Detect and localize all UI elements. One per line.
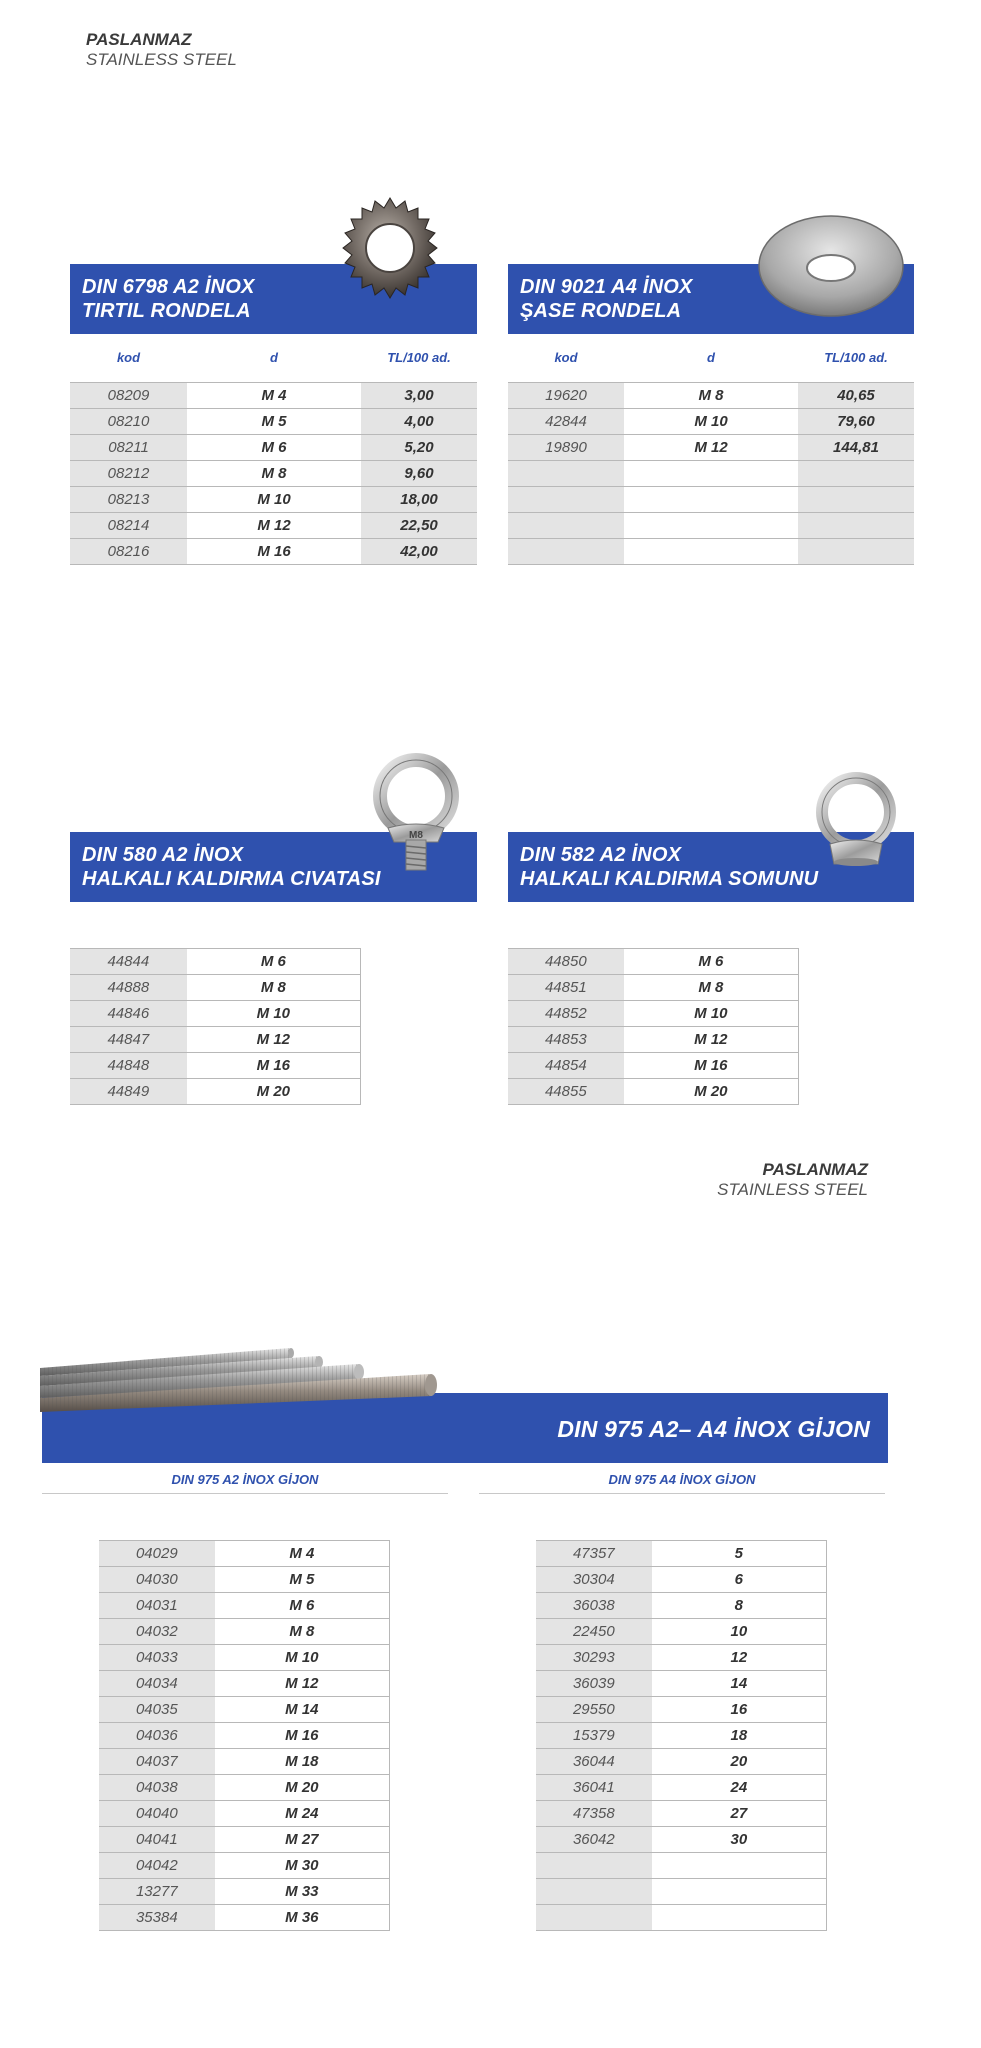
table-row <box>99 1567 390 1593</box>
table-row <box>508 1027 799 1053</box>
cell-size: M 8 <box>215 1619 390 1645</box>
cell-kod: 19890 <box>508 435 624 461</box>
serrated-washer-icon <box>338 196 442 300</box>
cell-kod: 19620 <box>508 383 624 409</box>
cell-price: 79,60 <box>798 409 914 435</box>
cell-size <box>624 461 798 487</box>
cell-size: M 5 <box>187 409 361 435</box>
cell-size: M 8 <box>187 461 361 487</box>
cell-size: M 6 <box>187 435 361 461</box>
cell-kod: 30304 <box>536 1567 652 1593</box>
table-row <box>508 949 799 975</box>
header-top-light: STAINLESS STEEL <box>86 50 237 69</box>
cell-size: M 12 <box>187 513 361 539</box>
cell-size: M 30 <box>215 1853 390 1879</box>
cell-price: 3,00 <box>361 383 477 409</box>
cell-kod: 44854 <box>508 1053 624 1079</box>
cell-size: M 8 <box>624 975 799 1001</box>
table-row <box>99 1879 390 1905</box>
header-mid-bold: PASLANMAZ <box>762 1160 868 1179</box>
table-row <box>536 1567 827 1593</box>
threaded-rods-icon <box>40 1340 440 1430</box>
colhdr-price-2: TL/100 ad. <box>824 350 888 365</box>
table-row <box>70 383 477 409</box>
cell-kod: 36038 <box>536 1593 652 1619</box>
cell-kod: 08212 <box>70 461 187 487</box>
cell-size: 30 <box>652 1827 827 1853</box>
cell-size: M 16 <box>187 539 361 565</box>
table-din6798 <box>70 382 477 565</box>
table-row <box>536 1593 827 1619</box>
cell-size: 12 <box>652 1645 827 1671</box>
cell-kod: 42844 <box>508 409 624 435</box>
table-row <box>70 975 361 1001</box>
table-row <box>536 1723 827 1749</box>
cell-size: M 5 <box>215 1567 390 1593</box>
cell-size: M 20 <box>215 1775 390 1801</box>
cell-size: 10 <box>652 1619 827 1645</box>
banner-din580-line1: DIN 580 A2 İNOX <box>82 844 244 866</box>
cell-price <box>798 461 914 487</box>
cell-kod: 08209 <box>70 383 187 409</box>
cell-size: 16 <box>652 1697 827 1723</box>
cell-size: M 6 <box>215 1593 390 1619</box>
eye-bolt-mark: M8 <box>409 830 423 841</box>
colhdr-d-2: d <box>707 350 715 365</box>
header-mid <box>620 1160 868 1200</box>
banner-din582-line2: HALKALI KALDIRMA SOMUNU <box>520 868 819 890</box>
cell-kod: 36041 <box>536 1775 652 1801</box>
cell-size: M 10 <box>187 1001 361 1027</box>
table-row <box>70 539 477 565</box>
table-din9021 <box>508 382 914 565</box>
cell-kod: 47357 <box>536 1541 652 1567</box>
cell-price: 5,20 <box>361 435 477 461</box>
table-row <box>536 1541 827 1567</box>
table-row <box>508 539 914 565</box>
cell-kod: 44888 <box>70 975 187 1001</box>
cell-size: 5 <box>652 1541 827 1567</box>
table-row <box>536 1827 827 1853</box>
cell-size: 8 <box>652 1593 827 1619</box>
table-row <box>70 435 477 461</box>
cell-kod: 04041 <box>99 1827 215 1853</box>
table-row <box>70 1027 361 1053</box>
cell-kod: 04034 <box>99 1671 215 1697</box>
cell-kod: 35384 <box>99 1905 215 1931</box>
cell-size: M 16 <box>215 1723 390 1749</box>
table-row <box>536 1671 827 1697</box>
eye-nut-icon <box>808 770 904 870</box>
banner-din582-line1: DIN 582 A2 İNOX <box>520 844 682 866</box>
cell-size: M 12 <box>624 1027 799 1053</box>
cell-size <box>652 1853 827 1879</box>
cell-size: M 18 <box>215 1749 390 1775</box>
cell-kod: 08213 <box>70 487 187 513</box>
cell-kod: 44855 <box>508 1079 624 1105</box>
colhdr-price-1: TL/100 ad. <box>387 350 451 365</box>
cell-size: M 16 <box>187 1053 361 1079</box>
cell-size <box>652 1879 827 1905</box>
table-row <box>536 1801 827 1827</box>
table-row <box>99 1827 390 1853</box>
cell-size: 6 <box>652 1567 827 1593</box>
cell-kod: 08214 <box>70 513 187 539</box>
table-row <box>70 949 361 975</box>
table-row <box>70 1079 361 1105</box>
cell-kod: 44851 <box>508 975 624 1001</box>
cell-size: M 12 <box>215 1671 390 1697</box>
cell-size: 14 <box>652 1671 827 1697</box>
table-row <box>99 1593 390 1619</box>
table-row <box>70 1001 361 1027</box>
cell-kod: 44846 <box>70 1001 187 1027</box>
cell-kod <box>508 513 624 539</box>
cell-size: M 36 <box>215 1905 390 1931</box>
banner-din6798-line2: TIRTIL RONDELA <box>82 300 251 322</box>
cell-size <box>624 487 798 513</box>
table-row <box>99 1723 390 1749</box>
cell-kod <box>536 1853 652 1879</box>
cell-kod: 13277 <box>99 1879 215 1905</box>
banner-din975-title: DIN 975 A2– A4 İNOX GİJON <box>557 1416 870 1442</box>
cell-kod: 22450 <box>536 1619 652 1645</box>
table-din975-a2 <box>99 1540 390 1931</box>
cell-kod <box>536 1905 652 1931</box>
cell-price <box>798 539 914 565</box>
table-row <box>70 487 477 513</box>
cell-size: M 10 <box>624 1001 799 1027</box>
table-row <box>508 513 914 539</box>
subhdr-a2: DIN 975 A2 İNOX GİJON <box>42 1472 448 1494</box>
cell-kod: 36042 <box>536 1827 652 1853</box>
cell-price: 18,00 <box>361 487 477 513</box>
cell-kod: 44849 <box>70 1079 187 1105</box>
table-row <box>70 461 477 487</box>
cell-size: 27 <box>652 1801 827 1827</box>
cell-kod: 44852 <box>508 1001 624 1027</box>
cell-kod: 36044 <box>536 1749 652 1775</box>
header-mid-light: STAINLESS STEEL <box>717 1180 868 1199</box>
table-row <box>99 1749 390 1775</box>
cell-price: 4,00 <box>361 409 477 435</box>
table-row <box>508 409 914 435</box>
cell-size: M 24 <box>215 1801 390 1827</box>
banner-din580-line2: HALKALI KALDIRMA CIVATASI <box>82 868 381 890</box>
cell-size: M 20 <box>624 1079 799 1105</box>
table-row <box>536 1879 827 1905</box>
table-row <box>70 1053 361 1079</box>
table-row <box>99 1645 390 1671</box>
table-row <box>508 1079 799 1105</box>
cell-kod: 44850 <box>508 949 624 975</box>
cell-price: 9,60 <box>361 461 477 487</box>
cell-kod: 04040 <box>99 1801 215 1827</box>
cell-size: M 6 <box>624 949 799 975</box>
table-din975-a4 <box>536 1540 827 1931</box>
table-row <box>536 1645 827 1671</box>
cell-kod: 04035 <box>99 1697 215 1723</box>
table-row <box>536 1905 827 1931</box>
cell-size: M 6 <box>187 949 361 975</box>
cell-kod: 29550 <box>536 1697 652 1723</box>
cell-size: M 27 <box>215 1827 390 1853</box>
cell-kod: 36039 <box>536 1671 652 1697</box>
cell-kod: 47358 <box>536 1801 652 1827</box>
table-row <box>99 1853 390 1879</box>
banner-din6798-line1: DIN 6798 A2 İNOX <box>82 276 255 298</box>
header-top-bold: PASLANMAZ <box>86 30 192 49</box>
table-row <box>508 1001 799 1027</box>
flat-washer-icon <box>756 214 906 318</box>
cell-price: 40,65 <box>798 383 914 409</box>
table-row <box>70 513 477 539</box>
cell-kod: 04038 <box>99 1775 215 1801</box>
cell-kod: 15379 <box>536 1723 652 1749</box>
cell-size: M 12 <box>624 435 798 461</box>
cell-kod: 08211 <box>70 435 187 461</box>
cell-size: M 4 <box>215 1541 390 1567</box>
table-row <box>508 1053 799 1079</box>
cell-size: 20 <box>652 1749 827 1775</box>
cell-size: M 33 <box>215 1879 390 1905</box>
colhdr-kod-2: kod <box>554 350 578 365</box>
table-row <box>536 1775 827 1801</box>
cell-price <box>798 487 914 513</box>
table-row <box>508 435 914 461</box>
cell-price: 144,81 <box>798 435 914 461</box>
cell-kod: 04033 <box>99 1645 215 1671</box>
table-row <box>536 1619 827 1645</box>
colhdr-d-1: d <box>270 350 278 365</box>
cell-kod: 44848 <box>70 1053 187 1079</box>
cell-price: 42,00 <box>361 539 477 565</box>
cell-kod <box>508 487 624 513</box>
cell-kod: 04032 <box>99 1619 215 1645</box>
table-row <box>536 1853 827 1879</box>
table-row <box>508 383 914 409</box>
cell-price <box>798 513 914 539</box>
cell-size: 24 <box>652 1775 827 1801</box>
cell-size: M 20 <box>187 1079 361 1105</box>
cell-size: M 14 <box>215 1697 390 1723</box>
cell-size: 18 <box>652 1723 827 1749</box>
banner-din9021-line1: DIN 9021 A4 İNOX <box>520 276 693 298</box>
table-row <box>99 1541 390 1567</box>
cell-kod: 30293 <box>536 1645 652 1671</box>
table-din580 <box>70 948 361 1105</box>
cell-size <box>624 513 798 539</box>
cell-price: 22,50 <box>361 513 477 539</box>
cell-kod <box>508 539 624 565</box>
cell-kod: 44853 <box>508 1027 624 1053</box>
table-row <box>536 1749 827 1775</box>
table-row <box>99 1775 390 1801</box>
table-din582 <box>508 948 799 1105</box>
cell-size: M 8 <box>624 383 798 409</box>
cell-kod: 08210 <box>70 409 187 435</box>
table-row <box>99 1697 390 1723</box>
cell-size <box>624 539 798 565</box>
cell-size: M 12 <box>187 1027 361 1053</box>
eye-bolt-icon <box>366 752 466 874</box>
cell-size: M 10 <box>187 487 361 513</box>
table-row <box>508 461 914 487</box>
cell-kod: 04042 <box>99 1853 215 1879</box>
cell-size: M 10 <box>215 1645 390 1671</box>
table-row <box>99 1619 390 1645</box>
cell-kod: 08216 <box>70 539 187 565</box>
cell-kod <box>508 461 624 487</box>
subhdr-a4: DIN 975 A4 İNOX GİJON <box>479 1472 885 1494</box>
header-top <box>86 30 237 70</box>
cell-size: M 8 <box>187 975 361 1001</box>
cell-kod: 44844 <box>70 949 187 975</box>
cell-kod: 44847 <box>70 1027 187 1053</box>
cell-kod: 04031 <box>99 1593 215 1619</box>
cell-kod: 04036 <box>99 1723 215 1749</box>
banner-din9021-line2: ŞASE RONDELA <box>520 300 682 322</box>
table-row <box>99 1671 390 1697</box>
cell-kod: 04030 <box>99 1567 215 1593</box>
table-row <box>508 975 799 1001</box>
cell-kod <box>536 1879 652 1905</box>
table-row <box>508 487 914 513</box>
table-row <box>536 1697 827 1723</box>
table-row <box>70 409 477 435</box>
table-row <box>99 1801 390 1827</box>
cell-size: M 4 <box>187 383 361 409</box>
cell-size <box>652 1905 827 1931</box>
cell-kod: 04037 <box>99 1749 215 1775</box>
colhdr-kod-1: kod <box>116 350 141 365</box>
table-row <box>99 1905 390 1931</box>
cell-kod: 04029 <box>99 1541 215 1567</box>
cell-size: M 16 <box>624 1053 799 1079</box>
cell-size: M 10 <box>624 409 798 435</box>
